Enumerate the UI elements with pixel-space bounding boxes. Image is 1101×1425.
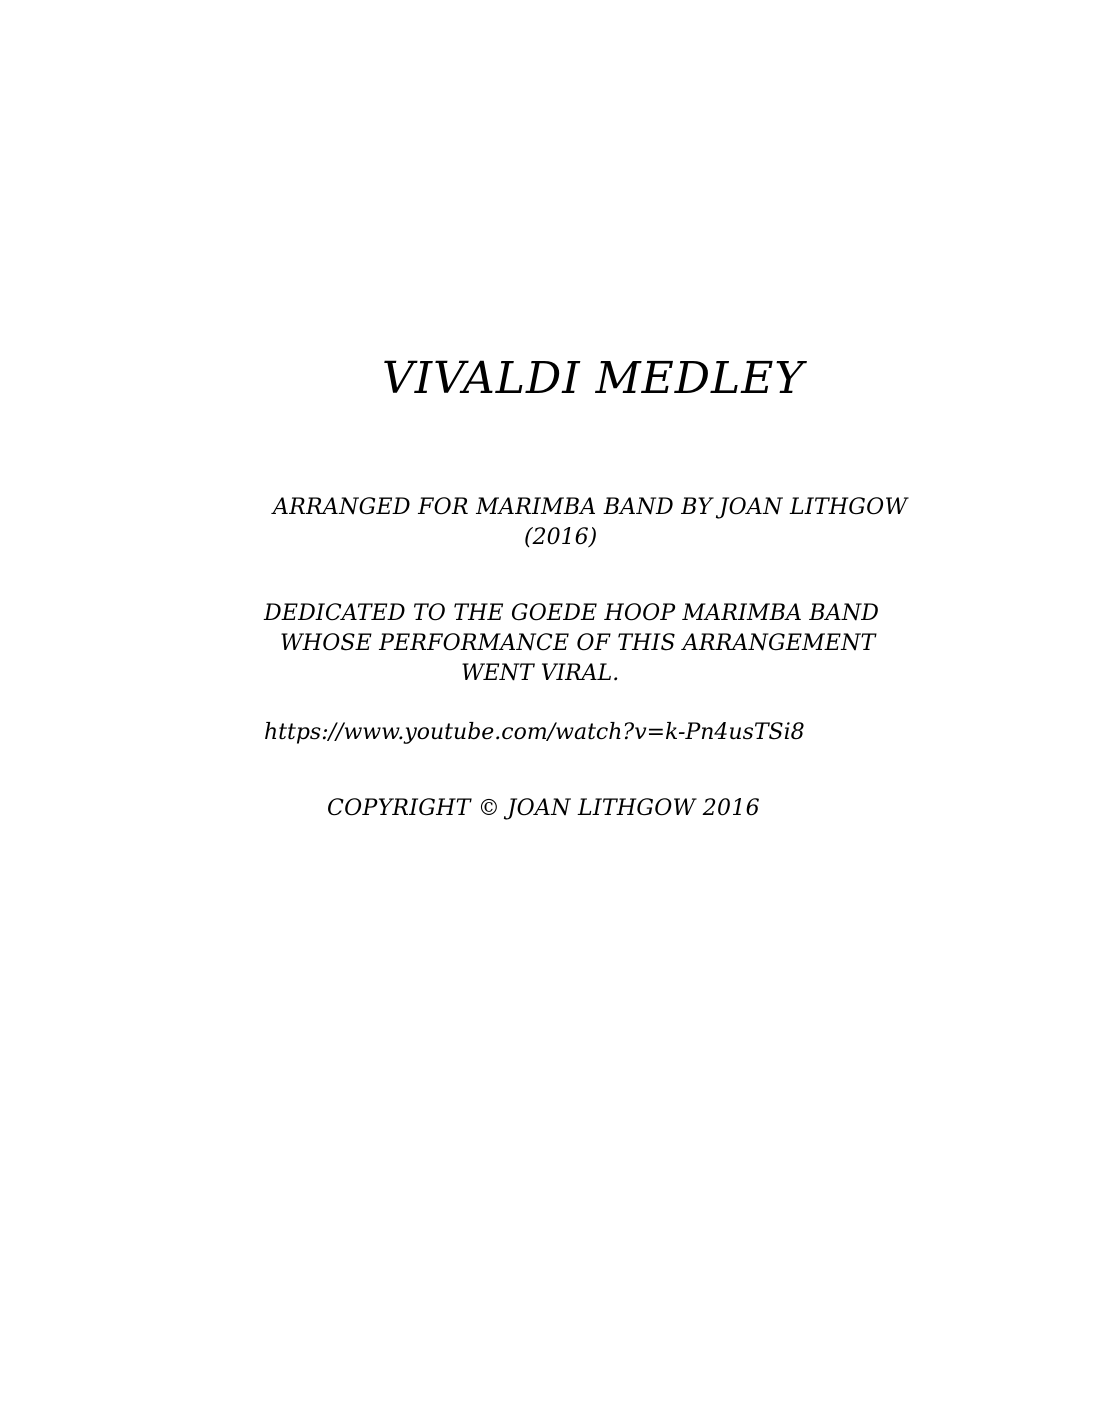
dedication-line-2: WHOSE PERFORMANCE OF THIS ARRANGEMENT: [280, 631, 876, 656]
page-title: VIVALDI MEDLEY: [382, 353, 805, 404]
dedication-line-1: DEDICATED TO THE GOEDE HOOP MARIMBA BAND: [264, 601, 880, 626]
arrangement-year: (2016): [524, 525, 598, 550]
video-link[interactable]: https://www.youtube.com/watch?v=k-Pn4usTSi8: [264, 720, 805, 745]
copyright-notice: COPYRIGHT © JOAN LITHGOW 2016: [327, 796, 760, 821]
arrangement-credit: ARRANGED FOR MARIMBA BAND BY JOAN LITHGOW: [273, 495, 908, 520]
dedication-line-3: WENT VIRAL.: [461, 661, 620, 686]
